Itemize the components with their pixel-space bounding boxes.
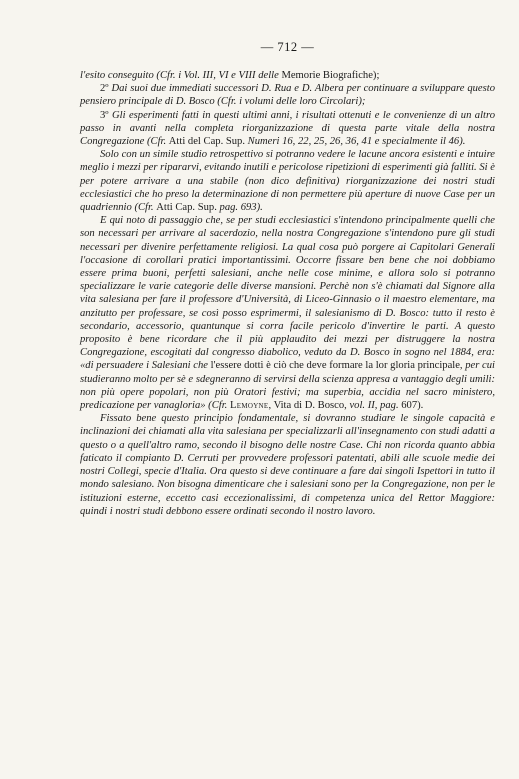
text-segment: 3º	[100, 109, 112, 121]
text-segment: l'esito conseguito (Cfr. i Vol. III, VI e VIII delle	[80, 70, 282, 81]
text-segment: 607).	[401, 400, 424, 412]
page-number: — 712 —	[260, 40, 315, 54]
text-segment: Memorie Biografiche);	[281, 70, 380, 81]
text-segment: Dai suoi due immediati successori D. Rua e D. Albera per continuare a sviluppare questo pensiero principale di D. Bosco (Cfr. i volumi delle loro Circolari);	[80, 83, 495, 108]
body-text	[80, 69, 495, 518]
text-segment: Fissato bene questo principio fondamentale, si dovranno studiare le singole capacità e inclinazioni dei chiamati alla vita salesiana per specializzarli all'insegnamento con studi adatti a questo o a quell'altro ramo, secondo il bisogno delle nostre Case. Chi non ricorda quanto abbia faticato il compianto D. Cerruti per provvedere professori patentati, abili alle scuole medie dei nostri Collegi, specie d'Italia. Ora questo si deve continuare a fare dai singoli Ispettori in tutto il mondo salesiano. Non bisogna dimenticare che i salesiani sono per la Congregazione, non per le istituzioni esterne, eccetto casi eccezionalissimi, di competenza unica del Rettor Maggiore: quindi i nostri studi debbono essere ordinati secondo il nostro lavoro.	[80, 413, 495, 517]
paragraph	[80, 214, 495, 412]
text-segment: pag. 693).	[219, 202, 263, 214]
paragraph	[80, 412, 495, 518]
text-segment: Numeri 16, 22, 25, 26, 36, 41 e specialmente il 46).	[247, 136, 466, 148]
list-item	[80, 82, 495, 108]
list-item	[80, 109, 495, 149]
text-segment: Gli esperimenti fatti in questi ultimi anni, i risultati ottenuti e le convenienze di un altro passo in avanti nella completa riorganizzazione di questa parte vitale della nostra Congregazione (Cfr.	[80, 109, 495, 148]
text-segment: Solo con un simile studio retrospettivo si potranno vedere le lacune ancora esistenti e intuire meglio i mezzi per ripararvi, evitando inutili e pericolose ripetizioni di esperimenti già falliti. Si è per potere arrivare a una stabile (non dico definitiva) riorganizzazione dei nostri studi ecclesiastici che ho preso la determinazione di non permettere più aperture di nuove Case per un quadriennio (Cfr.	[80, 149, 495, 214]
text-segment: per cui studieranno molto per sè e sdegneranno di servirsi della scienza appresa a vantaggio degli umili: non più opere popolari, non più Oratori festivi; ma superbia, accidia nel sacro ministero, predicazione per vanagloria» (Cfr.	[80, 360, 495, 412]
text-segment: l'essere dotti è ciò che deve formare la lor gloria principale,	[210, 360, 466, 372]
text-segment: Atti del Cap. Sup.	[168, 136, 248, 148]
paragraph	[80, 148, 495, 214]
text-segment: , Vita di D. Bosco,	[268, 400, 350, 412]
text-segment: vol. II, pag.	[349, 400, 402, 412]
text-segment: Atti Cap. Sup.	[156, 202, 220, 214]
text-segment: 2º	[100, 83, 112, 95]
text-segment: Lemoyne	[229, 400, 269, 412]
paragraph	[80, 69, 495, 82]
text-segment: E qui noto di passaggio che, se per studi ecclesiastici s'intendono principalmente quelli che son necessari per arrivare al sacerdozio, nella nostra Congregazione s'intendono pure gli studi necessari per divenire perfettamente religiosi. La qual cosa può porgere ai Capitolari Generali l'occasione di corollari pratici importantissimi. Occorre fissare ben bene che noi dobbiamo essere prima buoni, perfetti salesiani, anche nelle cose minime, e allora solo si potranno specializzare le varie categorie delle diverse mansioni. Perchè non s'è chiamati dal Signore alla vita salesiana per fare il professore d'Università, di Liceo-Ginnasio o il maestro elementare, ma anzitutto per professare, se così posso esprimermi, il salesianismo di D. Bosco: tutto il resto è secondario, accessorio, quantunque si corra facile pericolo d'invertire le parti. A questo proposito è bene ricordare che il più applaudito dei mezzi per distruggere la nostra Congregazione, escogitati dal congresso diabolico, veduto da D. Bosco in sogno nel 1884, era: «di persuadere i Salesiani che	[80, 215, 495, 372]
